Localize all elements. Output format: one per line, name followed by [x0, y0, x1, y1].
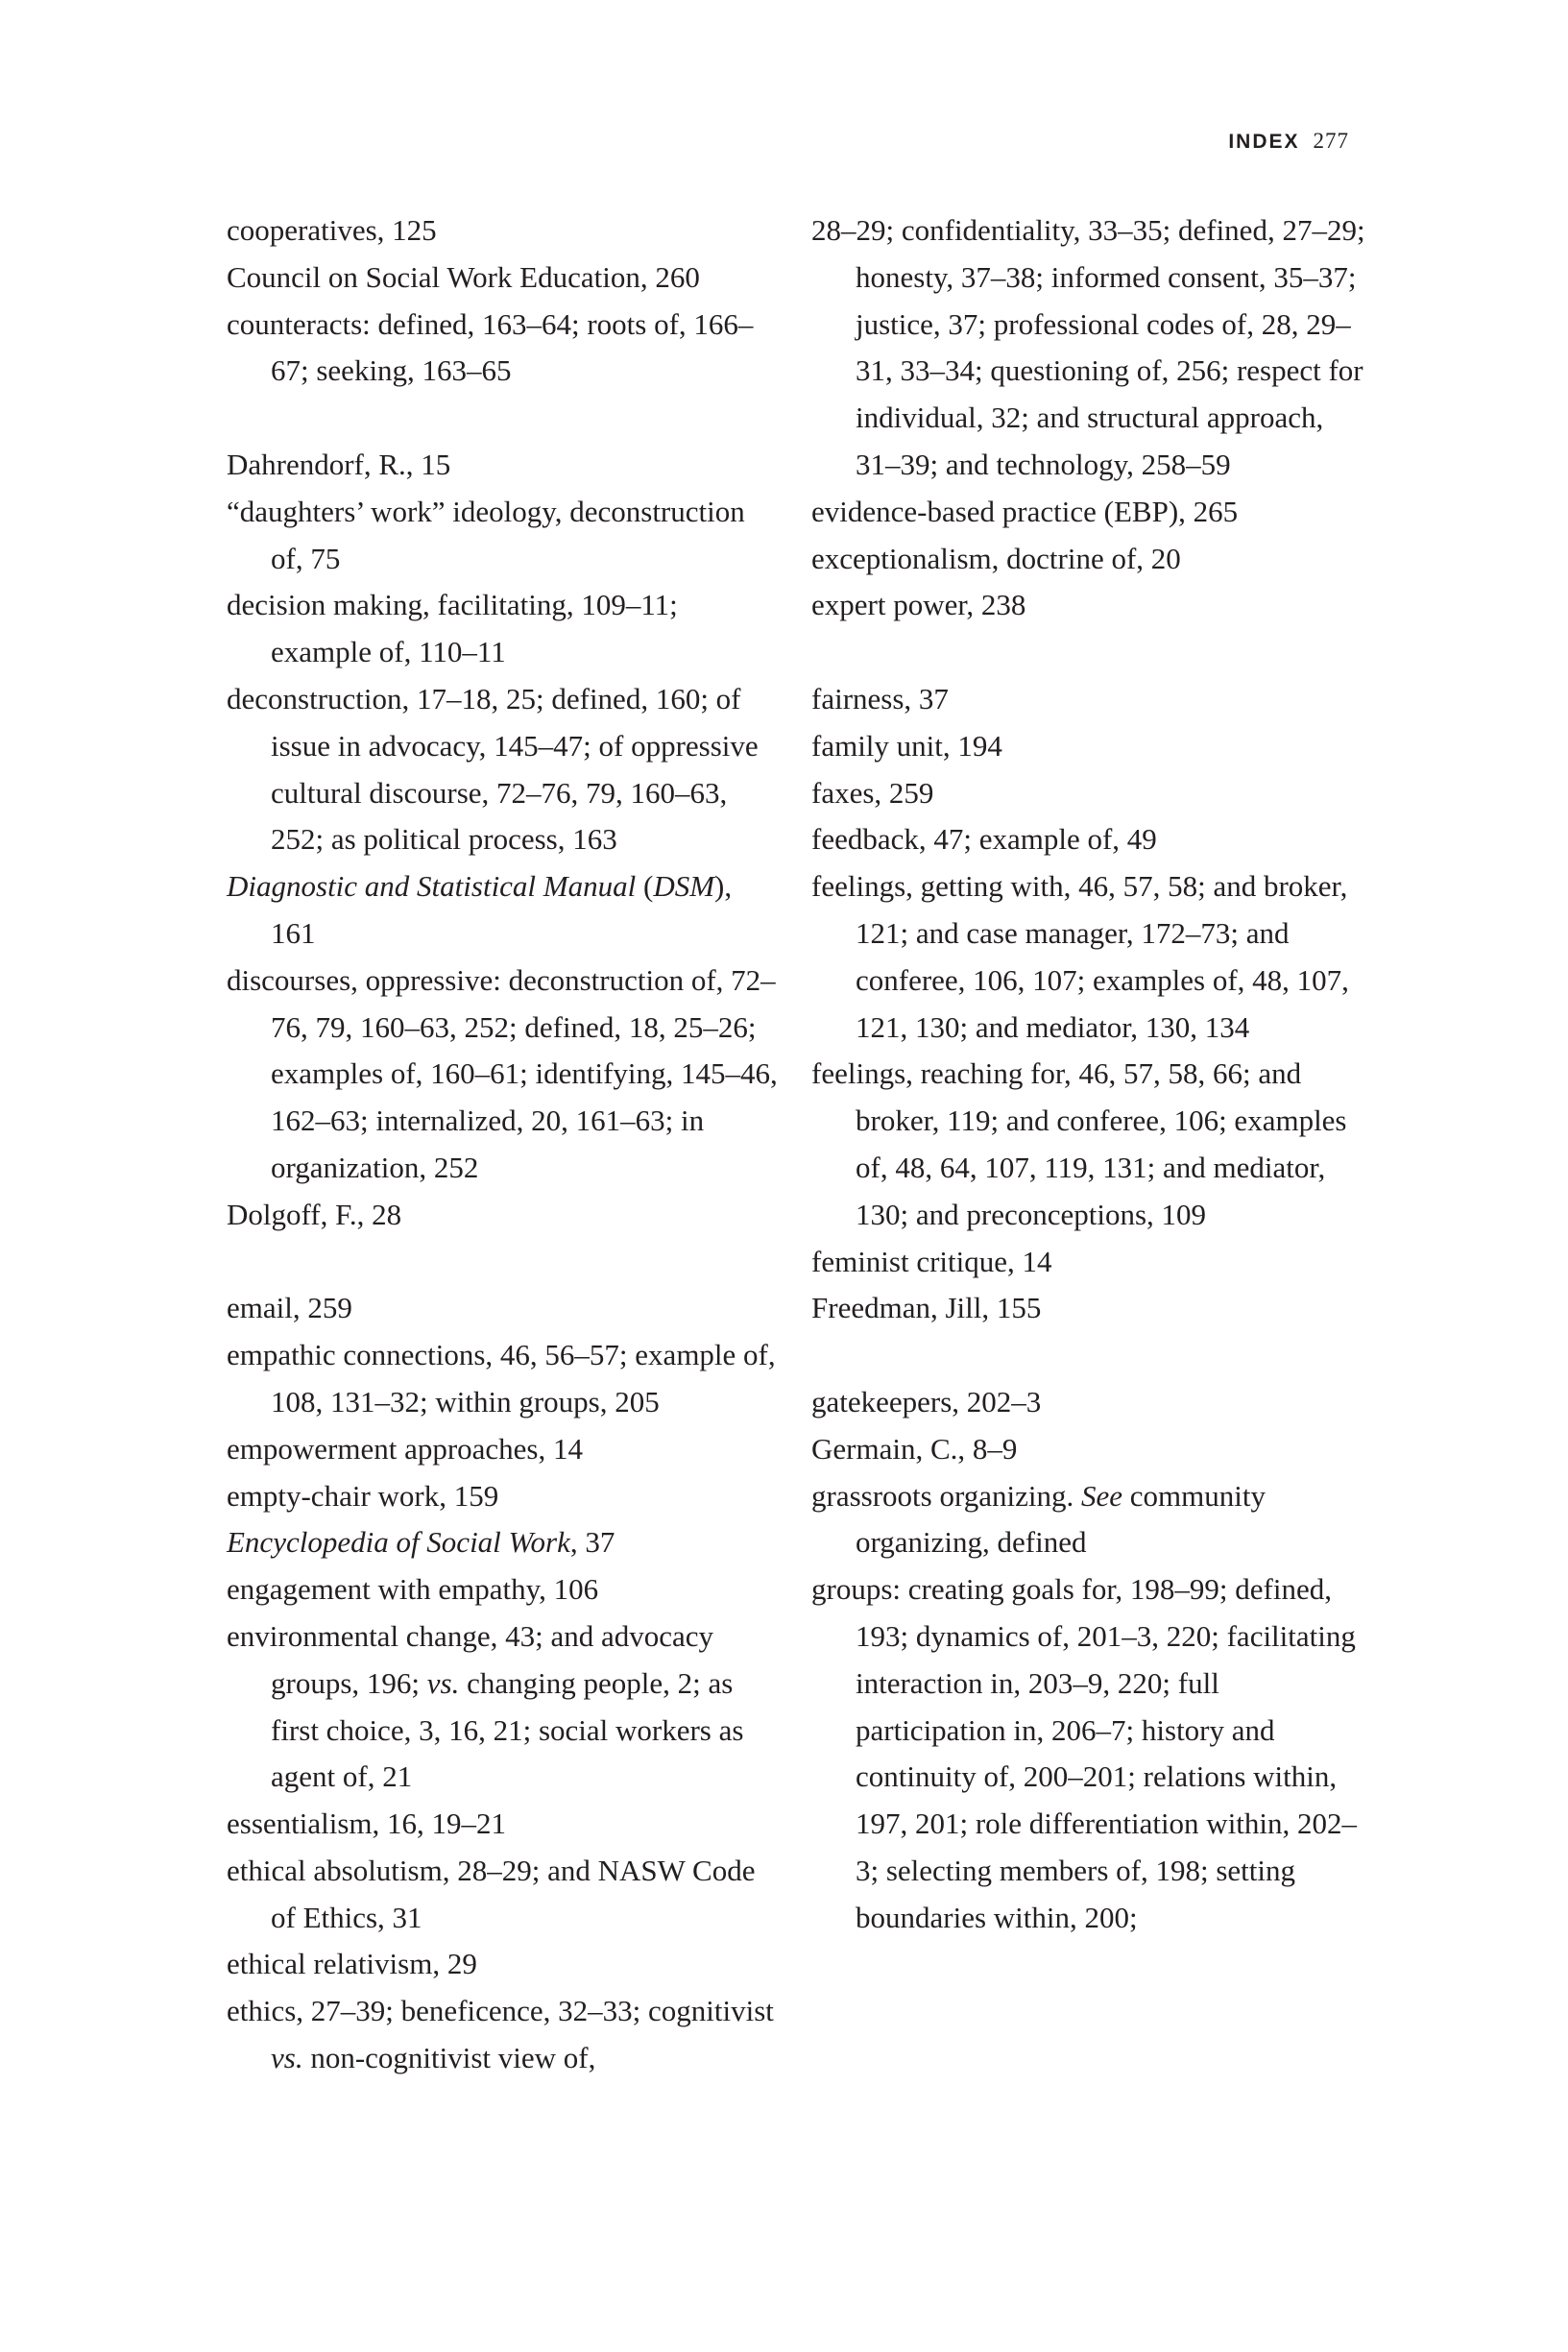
index-entry-text: feminist critique, 14: [811, 1244, 1052, 1278]
index-column-right: [811, 207, 1368, 1941]
index-entry-text: ), 161: [271, 869, 733, 950]
index-entry-italic-text: Diagnostic and Statistical Manual: [227, 869, 637, 904]
index-entry-text: engagement with empathy, 106: [227, 1572, 599, 1607]
index-entry-italic-text: See: [1080, 1478, 1122, 1513]
index-entry-text: empathic connections, 46, 56–57; example of, 108, 131–32; within groups, 205: [227, 1338, 776, 1418]
index-entry: [227, 1801, 784, 1848]
running-head: [1228, 123, 1349, 160]
index-entry: [811, 1285, 1368, 1332]
index-entry: [227, 1848, 784, 1942]
index-entry-text: 28–29; confidentiality, 33–35; defined, 27–29; honesty, 37–38; informed consent, 35–37; justice, 37; professional codes of, 28, 29–31, 33–34; questioning of, 256; respect for individual, 32; and structural approach, 31–39; and technology, 258–59: [811, 213, 1365, 481]
index-entry: [227, 1519, 784, 1566]
index-entry-text: feelings, getting with, 46, 57, 58; and broker, 121; and case manager, 172–73; and conferee, 106, 107; examples of, 48, 107, 121, 130; and mediator, 130, 134: [811, 869, 1349, 1044]
index-entry-text: essentialism, 16, 19–21: [227, 1806, 507, 1841]
index-entry: [227, 1566, 784, 1613]
index-entry: [227, 489, 784, 583]
index-entry-text: evidence-based practice (EBP), 265: [811, 494, 1239, 528]
letter-group-gap: [811, 1332, 1368, 1379]
index-entry-text: ethical absolutism, 28–29; and NASW Code of Ethics, 31: [227, 1853, 756, 1934]
index-entry: [227, 255, 784, 302]
index-entry-italic-text: vs.: [271, 2041, 303, 2075]
letter-group-gap: [227, 395, 784, 442]
index-entry-text: discourses, oppressive: deconstruction of, 72–76, 79, 160–63, 252; defined, 18, 25–26; examples of, 160–61; identifying, 145–46, 162–63; internalized, 20, 161–63; in organization, 252: [227, 962, 778, 1184]
index-entry-italic-text: DSM: [653, 869, 715, 904]
index-entry-text: “daughters’ work” ideology, deconstruction of, 75: [227, 494, 745, 575]
index-entry: [227, 1988, 784, 2082]
index-entry: [227, 442, 784, 489]
index-entry-text: Dolgoff, F., 28: [227, 1197, 402, 1231]
index-entry: [811, 1379, 1368, 1426]
index-entry: [227, 863, 784, 958]
index-entry-text: gatekeepers, 202–3: [811, 1384, 1042, 1418]
letter-group-gap: [811, 629, 1368, 676]
index-column-left: [227, 207, 784, 2082]
index-entry-text: counteracts: defined, 163–64; roots of, 166–67; seeking, 163–65: [227, 306, 754, 388]
index-entry-italic-text: Encyclopedia of Social Work: [227, 1525, 570, 1560]
index-entry-text: feedback, 47; example of, 49: [811, 822, 1157, 857]
index-entry: [227, 207, 784, 255]
index-entry-text: empty-chair work, 159: [227, 1478, 499, 1513]
index-entry: [811, 1239, 1368, 1286]
index-entry: [227, 1332, 784, 1426]
index-entry-text: changing people, 2; as first choice, 3, 16, 21; social workers as agent of, 21: [271, 1665, 744, 1794]
index-entry: [227, 1473, 784, 1520]
index-entry-text: ethical relativism, 29: [227, 1947, 477, 1981]
index-entry: [227, 958, 784, 1192]
index-entry-text: empowerment approaches, 14: [227, 1431, 584, 1466]
index-entry-text: Council on Social Work Education, 260: [227, 259, 700, 294]
index-entry-text: family unit, 194: [811, 728, 1002, 763]
index-entry: [227, 582, 784, 676]
index-entry-text: Dahrendorf, R., 15: [227, 447, 451, 481]
index-entry: [811, 536, 1368, 583]
index-entry-text: feelings, reaching for, 46, 57, 58, 66; and broker, 119; and conferee, 106; examples of, 48, 64, 107, 119, 131; and mediator, 130; and preconceptions, 109: [811, 1056, 1347, 1231]
index-entry-text: Freedman, Jill, 155: [811, 1291, 1042, 1325]
index-entry: [811, 1426, 1368, 1473]
index-entry-text: community organizing, defined: [856, 1478, 1266, 1560]
index-entry-text: groups: creating goals for, 198–99; defined, 193; dynamics of, 201–3, 220; facilitating interaction in, 203–9, 220; full participation in, 206–7; history and continuity of, 200–201; relations within, 197, 201; role differentiation within, 202–3; selecting members of, 198; setting boundaries within, 200;: [811, 1572, 1358, 1934]
index-entry: [811, 770, 1368, 817]
index-entry: [811, 816, 1368, 863]
index-entry-text: environmental change, 43; and advocacy groups, 196;: [227, 1618, 713, 1700]
index-entry: [227, 302, 784, 396]
index-entry-text: , 37: [569, 1525, 615, 1560]
index-entry: [811, 582, 1368, 629]
index-entry-text: email, 259: [227, 1291, 352, 1325]
index-entry: [227, 1192, 784, 1239]
section-title: INDEX: [1228, 131, 1300, 153]
index-entry: [811, 676, 1368, 723]
index-entry: [227, 1613, 784, 1801]
index-entry-text: Germain, C., 8–9: [811, 1431, 1018, 1466]
index-entry: [811, 207, 1368, 489]
index-entry-text: ethics, 27–39; beneficence, 32–33; cognitivist: [227, 1994, 774, 2028]
index-entry-text: (: [636, 869, 654, 904]
index-entry: [227, 1285, 784, 1332]
index-entry: [811, 1473, 1368, 1567]
index-entry-text: fairness, 37: [811, 681, 949, 715]
index-entry: [227, 1941, 784, 1988]
page-number: 277: [1313, 129, 1349, 153]
index-entry-text: expert power, 238: [811, 588, 1026, 622]
index-entry-text: faxes, 259: [811, 775, 934, 810]
index-entry: [811, 1566, 1368, 1941]
index-entry-text: grassroots organizing.: [811, 1478, 1081, 1513]
index-entry: [227, 676, 784, 863]
index-entry-text: non-cognitivist view of,: [302, 2041, 596, 2075]
index-entry: [811, 863, 1368, 1051]
index-entry: [227, 1426, 784, 1473]
index-entry-text: deconstruction, 17–18, 25; defined, 160; of issue in advocacy, 145–47; of oppressive cultural discourse, 72–76, 79, 160–63, 252; as political process, 163: [227, 681, 759, 857]
index-entry-text: decision making, facilitating, 109–11; example of, 110–11: [227, 588, 678, 669]
index-entry-text: exceptionalism, doctrine of, 20: [811, 541, 1181, 575]
index-entry: [811, 1051, 1368, 1238]
index-entry-text: cooperatives, 125: [227, 213, 437, 247]
index-entry: [811, 723, 1368, 770]
index-entry: [811, 489, 1368, 536]
letter-group-gap: [227, 1239, 784, 1286]
index-entry-italic-text: vs.: [426, 1665, 460, 1700]
